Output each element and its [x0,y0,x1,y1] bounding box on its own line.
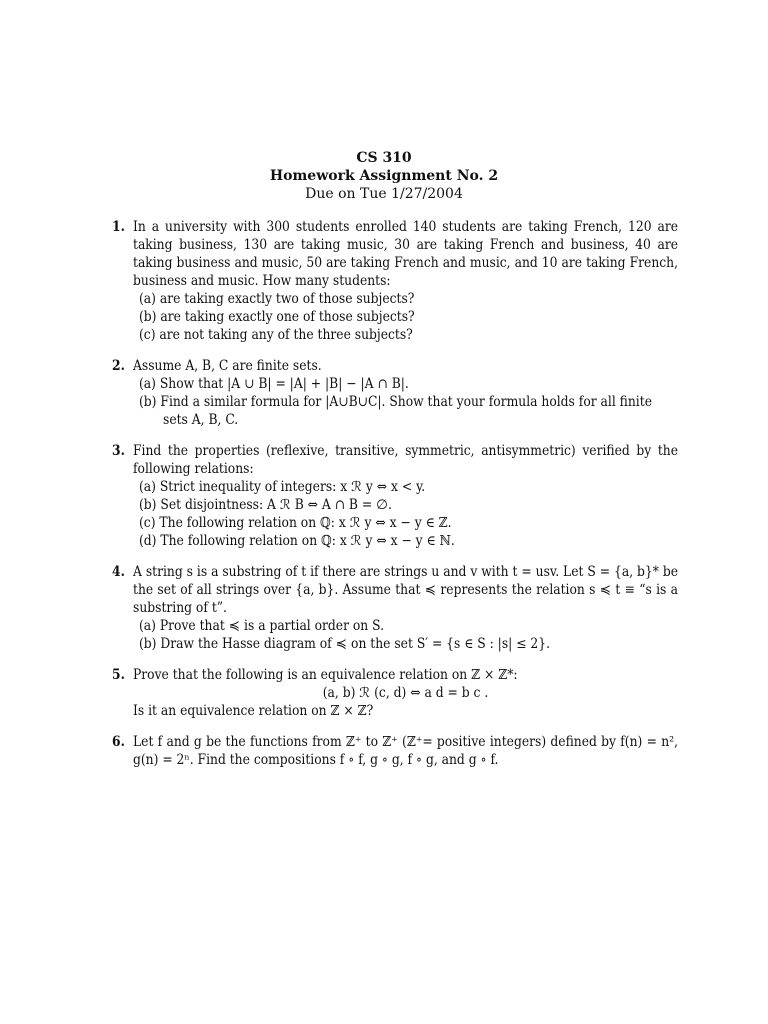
problem-5 [112,666,678,720]
problem-number: 3. [112,443,125,459]
problem-2 [112,357,678,429]
problem-text: Find the properties (reflexive, transitive, symmetric, antisymmetric) verified by the following relations: [133,443,678,477]
problem-6 [112,733,678,769]
problem-part: (c) are not taking any of the three subjects? [139,327,413,343]
problem-3 [112,442,678,550]
problem-number: 5. [112,667,125,683]
problem-number: 6. [112,734,125,750]
problem-text: Prove that the following is an equivalence relation on ℤ × ℤ*: [133,667,518,683]
problem-part: (a) Show that |A ∪ B| = |A| + |B| − |A ∩ B|. [139,376,409,392]
problem-part: (b) Draw the Hasse diagram of ≼ on the set S′ = {s ∈ S : |s| ≤ 2}. [139,636,550,652]
problem-number: 2. [112,358,125,374]
problem-text: In a university with 300 students enrolled 140 students are taking French, 120 are taking business, 130 are taking music, 30 are taking French and business, 40 are taking business and music, 50 are taking French and music, and 10 are taking French, business and music. How many students: [133,219,678,289]
problem-text: Let f and g be the functions from ℤ⁺ to ℤ⁺ (ℤ⁺= positive integers) defined by f(n) = n², g(n) = 2ⁿ. Find the compositions f ∘ f, g ∘ g, f ∘ g, and g ∘ f. [133,734,678,768]
problem-text: A string s is a substring of t if there are strings u and v with t = usv. Let S = {a, b}* be the set of all strings over {a, b}. Assume that ≼ represents the relation s ≼ t ≡ “s is a substring of t”. [133,564,678,616]
course-title: CS 310 [356,150,412,166]
problem-part: (b) Find a similar formula for |A∪B∪C|. Show that your formula holds for all finite sets A, B, C. [139,394,652,428]
problem-1 [112,218,678,344]
assignment-header [0,149,768,203]
problem-text: Assume A, B, C are finite sets. [133,358,322,374]
problem-number: 4. [112,564,125,580]
problem-part: (c) The following relation on ℚ: x ℛ y ⇔ x − y ∈ ℤ. [139,515,452,531]
problem-4 [112,563,678,653]
assignment-title: Homework Assignment No. 2 [269,168,499,184]
problem-part: (d) The following relation on ℚ: x ℛ y ⇔ x − y ∈ ℕ. [139,533,455,549]
problem-part: (a) are taking exactly two of those subjects? [139,291,415,307]
due-date: Due on Tue 1/27/2004 [305,186,463,202]
problem-part: (b) are taking exactly one of those subjects? [139,309,415,325]
display-formula: (a, b) ℛ (c, d) ⇔ a d = b c . [322,685,489,701]
problem-part: (a) Prove that ≼ is a partial order on S. [139,618,385,634]
problem-part: (b) Set disjointness: A ℛ B ⇔ A ∩ B = ∅. [139,497,392,513]
problem-number: 1. [112,219,125,235]
problem-list [112,218,678,782]
problem-followup: Is it an equivalence relation on ℤ × ℤ? [133,703,374,719]
problem-part: (a) Strict inequality of integers: x ℛ y ⇔ x < y. [139,479,426,495]
